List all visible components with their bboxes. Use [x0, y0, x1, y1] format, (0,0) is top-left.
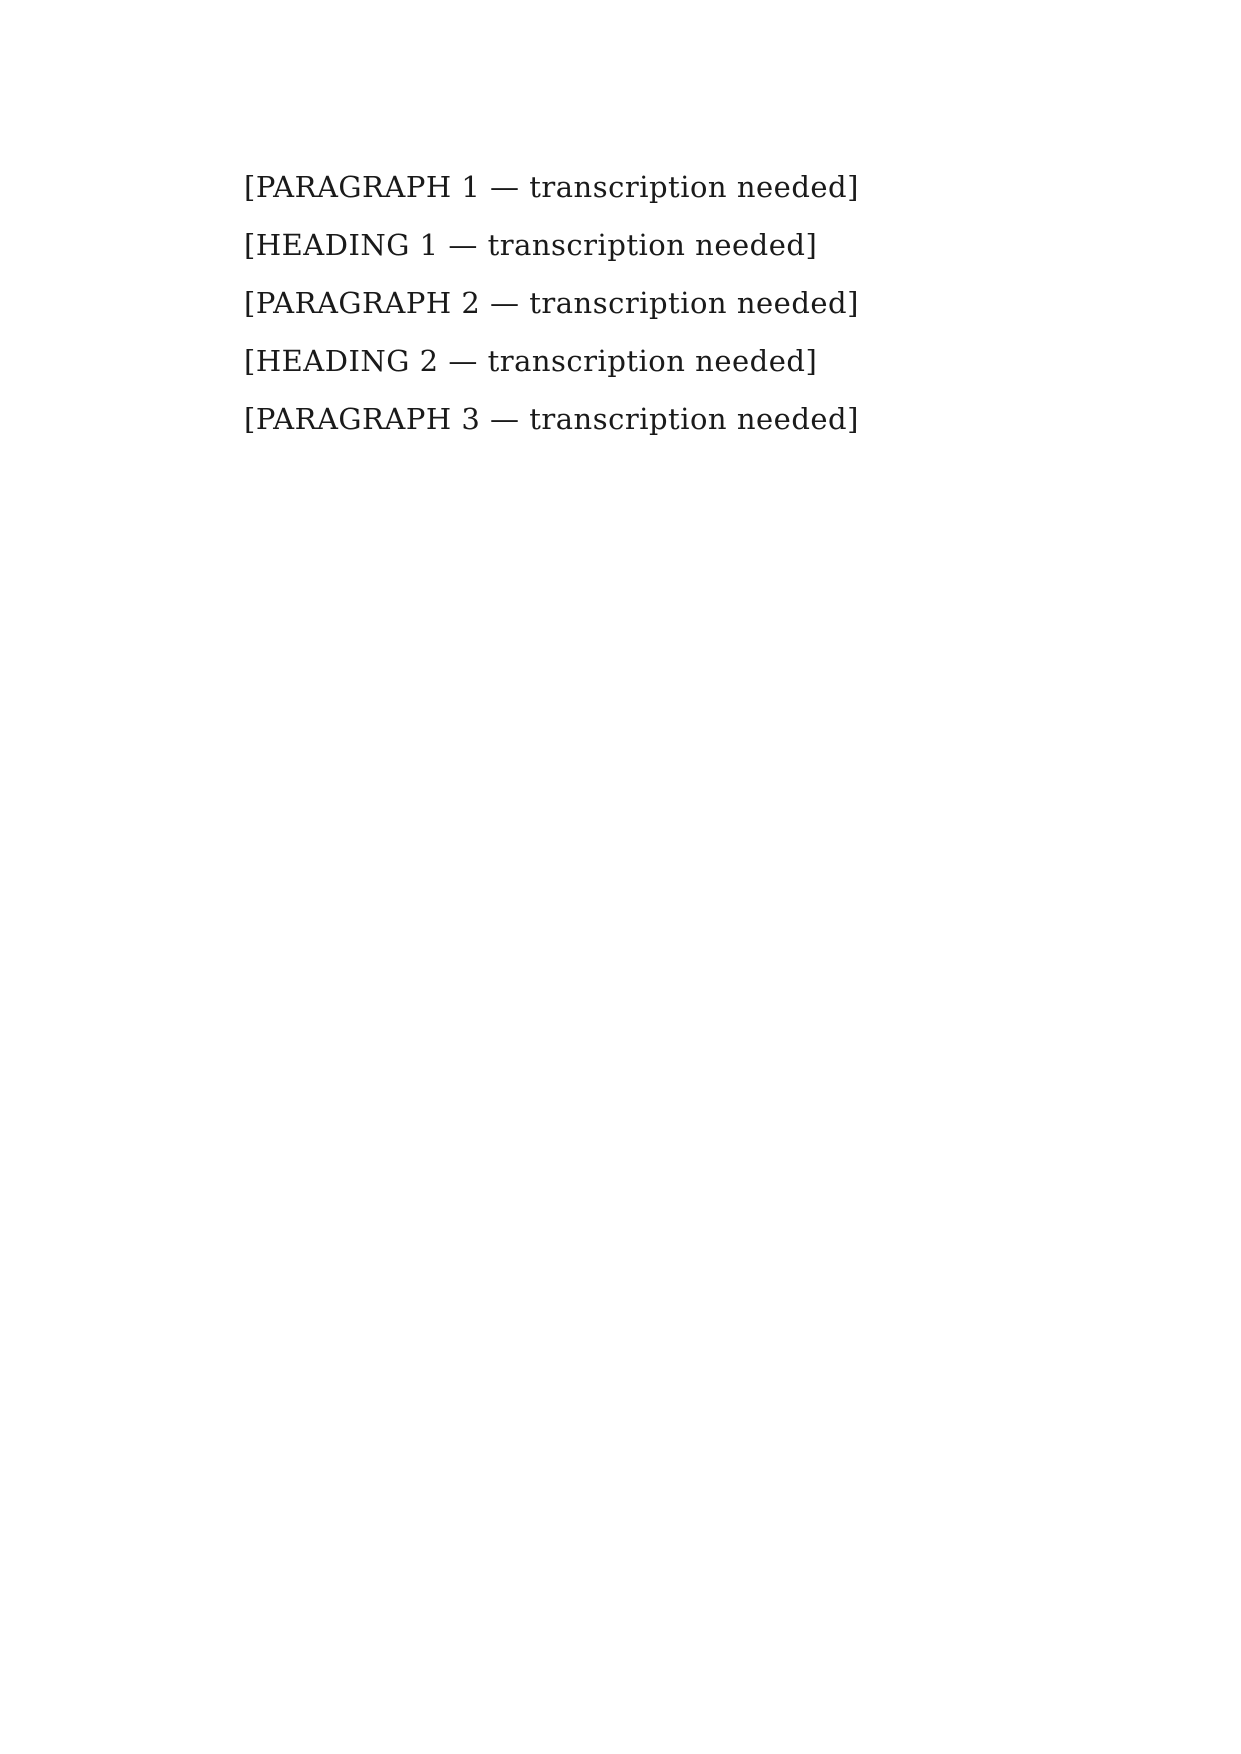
paragraph: [PARAGRAPH 2 — transcription needed]: [244, 286, 859, 320]
paragraph: [PARAGRAPH 3 — transcription needed]: [244, 402, 859, 436]
section-heading: [HEADING 1 — transcription needed]: [244, 228, 818, 262]
section-heading: [HEADING 2 — transcription needed]: [244, 344, 818, 378]
document-page: [186, 158, 1058, 448]
paragraph: [PARAGRAPH 1 — transcription needed]: [244, 170, 859, 204]
